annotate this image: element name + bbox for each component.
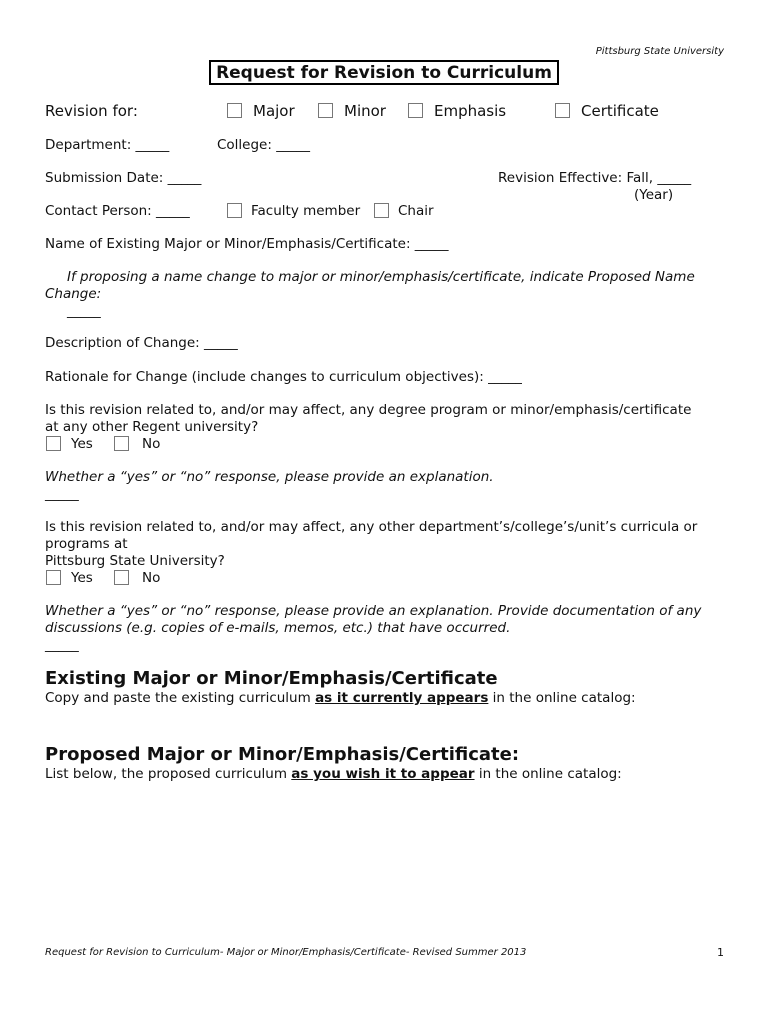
revision-effective-value[interactable]: _____ [657,170,692,186]
college-field[interactable] [217,137,310,153]
department-field[interactable] [45,137,169,153]
revision-effective-label: Revision Effective: [498,170,623,186]
revision-effective-field[interactable] [498,170,691,186]
existing-emphasis: as it currently appears [315,690,489,706]
page-title: Request for Revision to Curriculum [209,60,559,85]
q2-explain-text-1: Whether a “yes” or “no” response, please provide an explanation. Provide documentation of any [45,603,702,619]
chair-label: Chair [398,203,434,219]
name-change-value[interactable]: _____ [67,303,101,319]
q2-text-2: programs at [45,536,128,552]
name-change-text-2: Change: [45,286,102,302]
q2-no-checkbox[interactable] [114,570,129,585]
q1-yes-checkbox[interactable] [46,436,61,451]
major-checkbox[interactable] [227,103,242,118]
description-label: Description of Change: [45,335,200,351]
proposed-instructions: List below, the proposed curriculum as you wish it to appear in the online catalog: [45,766,622,782]
revision-for-label: Revision for: [45,102,138,120]
year-label: (Year) [634,187,674,203]
submission-date-field[interactable] [45,170,201,186]
contact-person-field[interactable] [45,203,190,219]
chair-checkbox[interactable] [374,203,389,218]
existing-name-label: Name of Existing Major or Minor/Emphasis/Certificate: [45,236,411,252]
department-value[interactable]: _____ [135,137,170,153]
revision-effective-term: Fall, [626,170,654,186]
minor-label: Minor [344,102,386,120]
q1-explain-text: Whether a “yes” or “no” response, please provide an explanation. [45,469,494,485]
description-value[interactable]: _____ [204,335,238,351]
description-field[interactable] [45,335,238,351]
major-label: Major [253,102,295,120]
college-label: College: [217,137,272,153]
page-number: 1 [717,946,724,959]
q1-text-2: at any other Regent university? [45,419,259,435]
existing-name-value[interactable]: _____ [414,236,449,252]
existing-heading: Existing Major or Minor/Emphasis/Certificate [45,668,498,689]
rationale-label: Rationale for Change (include changes to curriculum objectives): [45,369,484,385]
proposed-emphasis: as you wish it to appear [291,766,475,782]
existing-instructions: Copy and paste the existing curriculum as it currently appears in the online catalog: [45,690,636,706]
q2-no-label: No [142,570,161,586]
certificate-checkbox[interactable] [555,103,570,118]
emphasis-checkbox[interactable] [408,103,423,118]
emphasis-label: Emphasis [434,102,507,120]
q1-no-label: No [142,436,161,452]
submission-date-value[interactable]: _____ [167,170,202,186]
q2-explain-value[interactable]: _____ [45,637,79,653]
certificate-label: Certificate [581,102,659,120]
existing-name-field[interactable] [45,236,449,252]
footer-text: Request for Revision to Curriculum- Major or Minor/Emphasis/Certificate- Revised Summer 2013 [45,947,527,958]
rationale-field[interactable] [45,369,522,385]
faculty-member-checkbox[interactable] [227,203,242,218]
q1-explain-value[interactable]: _____ [45,486,79,502]
q2-yes-checkbox[interactable] [46,570,61,585]
university-header: Pittsburg State University [595,46,724,57]
q2-text-3: Pittsburg State University? [45,553,225,569]
q1-yes-label: Yes [71,436,93,452]
minor-checkbox[interactable] [318,103,333,118]
q2-explain-text-2: discussions (e.g. copies of e-mails, memos, etc.) that have occurred. [45,620,511,636]
q2-yes-label: Yes [71,570,93,586]
q2-text-1: Is this revision related to, and/or may affect, any other department’s/college’s/unit’s curricula or [45,519,698,535]
contact-person-label: Contact Person: [45,203,152,219]
proposed-heading: Proposed Major or Minor/Emphasis/Certificate: [45,744,520,765]
department-label: Department: [45,137,132,153]
college-value[interactable]: _____ [276,137,310,153]
name-change-text-1: If proposing a name change to major or minor/emphasis/certificate, indicate Proposed Name [67,269,695,285]
submission-date-label: Submission Date: [45,170,164,186]
rationale-value[interactable]: _____ [488,369,522,385]
faculty-member-label: Faculty member [251,203,361,219]
q1-text-1: Is this revision related to, and/or may affect, any degree program or minor/emphasis/certificate [45,402,692,418]
contact-person-value[interactable]: _____ [156,203,190,219]
q1-no-checkbox[interactable] [114,436,129,451]
